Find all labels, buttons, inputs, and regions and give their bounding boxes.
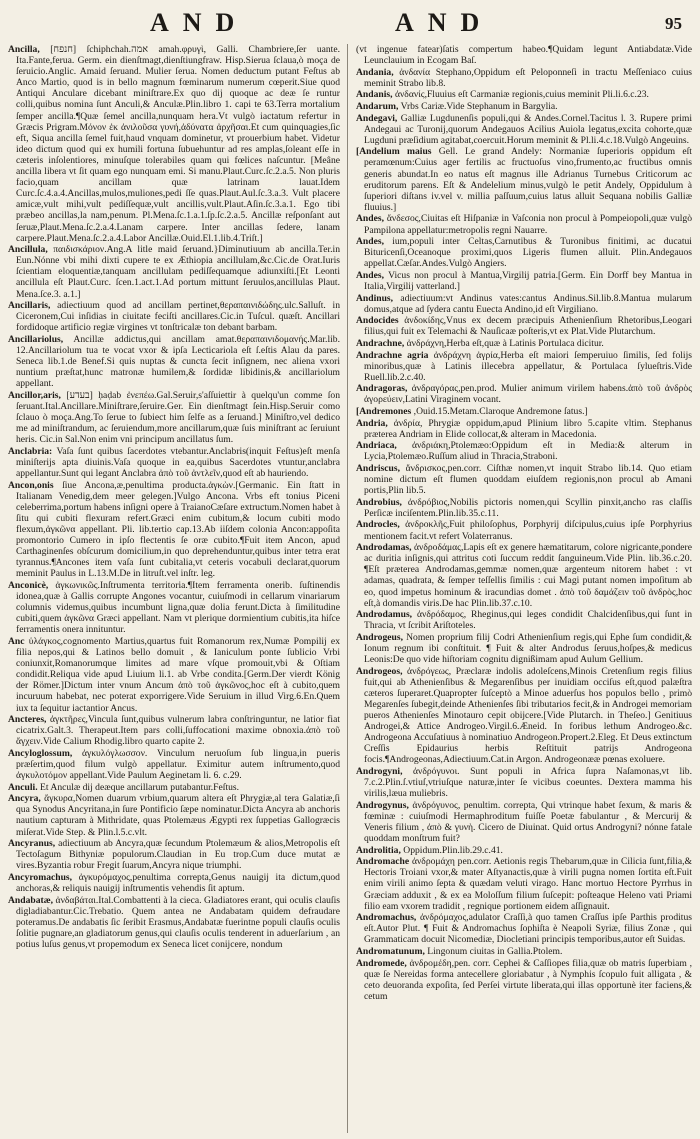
entry-text: Lingonum ciuitas in Gallia.Ptolem. (427, 946, 563, 957)
dictionary-entry (8, 714, 340, 747)
dictionary-entry (356, 497, 692, 519)
dictionary-entry (8, 334, 340, 389)
dictionary-entry (356, 632, 692, 665)
entry-text: adiectiuum ab Ancyra,quæ ſecundum Ptolemæum & alios,Metropolis eſt Tectoſagum Bithyniæ populorum.Claudian in Eu trop.Cum duce mutat æ vires.Byzantia robur Fregit ſuarum,Ancyra nique triumphi. (16, 838, 340, 872)
entry-headword: [Andelium maius (356, 146, 432, 158)
entry-text: ἀνδανία Stephano,Oppidum eſt Peloponneſi in tractu Meſſeniaco cuius meminit Strabo lib.8. (364, 66, 692, 89)
dictionary-entry (8, 446, 340, 479)
entry-headword: Ancteres, (8, 714, 47, 726)
dictionary-entry (8, 390, 340, 445)
dictionary-entry (356, 383, 692, 405)
entry-text: ἀνδρόγυνοι. Sunt populi in Africa ſupra Naſamonas,vt lib. 7.c.2.Plin.ſ.vtiuſ,vtriuſque naturæ,inter ſe vicibus coeuntes. Dextera mamma his virilis,læua muliebris. (364, 766, 692, 800)
entry-text: (vt ingenue fatear)ſatis compertum habeo.¶Quidam legunt Antiabdatæ.Vide Leunclauium in Ecogam Baſ. (356, 44, 692, 67)
entry-text: Galliæ Lugdunenſis populi,qui & Andes.Cornel.Tacitus l. 3. Ruperе primi Andegaui ac Turonij,quorum Andegauos Acilius Auiola legatus,excita cohorte,quæ Lugduni præſidium agitabat,coercuit.Horum meminit & Pl.li.4.c.18.Vulgò Angeuins. (364, 112, 692, 146)
entry-headword: Ancyromachus, (8, 871, 73, 883)
entry-headword: Ancon,onis (8, 479, 54, 491)
entry-text: ἀνδρόβιος,Nobilis pictoris nomen,qui Scyllin pinxit,ancho ras claſſis Perſicæ inciſentem.Plin.lib.35.c.11. (364, 496, 692, 519)
entry-headword: Androgynus, (356, 799, 409, 811)
entry-text: Oppidum.Plin.lib.29.c.41. (403, 844, 503, 856)
dictionary-entry (356, 338, 692, 349)
entry-headword: Androcles, (356, 519, 400, 531)
dictionary-entry (356, 946, 692, 957)
entry-headword: Androbius, (356, 496, 402, 508)
column-divider (347, 44, 348, 1133)
dictionary-entry (8, 636, 340, 714)
entry-headword: Andria, (356, 417, 388, 429)
entry-text: ἀνδριάκη,Ptolemæo:Oppidum eſt in Media:& alterum in Lycia,Ptolemæo.Ruſſum aliud in Thracia,Straboni. (364, 440, 692, 463)
entry-text: ſiue Ancona,æ,penultima producta.ἀγκὼν.[Germanic. Ein ſtatt in Italianam Venedig,dem meer gelegen.]Vulgo Ancona. Vrbs eft tonius Piceni celeberrima,portum habens inſigni opere à TraianoCæſare extructum.Nomen habet à ſitu qui cubiti flexuram refert.Græci enim cubitum,& locum cubiti modo flexum,ἀγκῶνα appellant. Pli. lib.tertio cap.13.Ab iiſdem colonia Ancon:appoſita promontorio Cumero in ipſo flectentis ſe oræ cubito.¶Fuit item Ancon, apud Carthaginenſes obſcurum domicilium,in quo deprehenduntur,quibus inter tetra erat tyrannus.¶Ancones item vaſa ſunt cubitalia,vt ceteris vocabuli declarat,quorum meminit Paulus in L.13.M.De in litruſt.vel inſtr. leg. (16, 479, 340, 580)
entry-headword: Ancyloglossum, (8, 747, 73, 759)
entry-headword: Ancilla, (8, 44, 40, 55)
entry-text: ἄγκυρα,Nomen duarum vrbium,quarum altera eſt Phrygiæ,al tera Galatiæ,ſi qua Synodus Ancyritana,in ſure Pontificio ſæpe nominatur.Dicta Ancyra ab anchoris nautium capturam à Mithridate, quas Ptolemæus Ægypti rex ſuppetias Gallogræcis miſerat.Vide Step. & Plin.l.5.c.vlt. (16, 793, 340, 838)
running-header (0, 8, 700, 42)
dictionary-entry (356, 440, 692, 462)
dictionary-entry (8, 44, 340, 244)
dictionary-entry (356, 958, 692, 1002)
header-left-title: AND (150, 8, 249, 37)
dictionary-entry (356, 542, 692, 609)
header-right-title: AND (395, 8, 494, 37)
entry-text: ἀνδράχνη ἀγρία,Herba eſt maiori ſemperuiuo ſimilis, ſed folijs minoribus,quæ à Latinis illecebra appellatur, & Portulaca ſylueſtris.Vide Ruell.lib.2.c.40. (364, 349, 692, 383)
entry-headword: Andromache (356, 856, 410, 868)
dictionary-entry (356, 418, 692, 440)
entry-text: adiectiuum quod ad ancillam pertinet,θεραπαινιδώδης.ulc.Salluſt. in Ciceronem,Cui inſidias in ciuitate feciſti ancillares.Cic.in Tuſcul. quæſt. Ancillari fordidoque artificio regiæ virgines vt tonſtricalæ ton debant barbam. (16, 300, 340, 334)
entry-headword: Andromachus, (356, 912, 417, 924)
entry-text: ἀγκτῆρες,Vincula ſunt,quibus vulnerum labra conſtringuntur, ne latior fiat cicatrix.Galt.3. Therapeut.Item pars colli,ſuffocationi maxime obnoxia.ἀπὸ τοῦ ἄγχειν.Vide Calium Rhodig.libro quarto capite 2. (16, 714, 340, 748)
entry-headword: Andinus, (356, 292, 394, 304)
entry-headword: Ancillor,aris, (8, 389, 61, 401)
entry-text: [חנפח] ſchiphchah.אמה amah.φρυγὶ, Galli. Chambriere,ſer uante. Ita.Fante,ferua. Germ. ein dienſtmagt,dienſtiungfraw. Hisp.Sierua ſclaua,ò moça de ſeruicio.Anglic. Amaid ſeruand. Mulier ſerua. Nomen deductum putant Feſtus ab Anco Martio, quod is in bello magnum fœminarum numerum cœperit.Siue quod Antiqui Anculare dicebant miniſtrare.Ex quo dij quoque ac deæ ſe runtur colli,quibus nomina ſunt Anculi,& Anculæ.Plin.libro 1. capi te 63.Terra mortalium ſemper ancilla.¶Quæ ſemel ancilla,nunquam hera.Vt vulgò iactatum refertur in Græcis Prigram.Μόνον ἐκ ἀνιλοῦσα γυνή,ἀδύνατα ἀρχῆσαι.Et cum quinquagies,ſic eft, Siqua ancilla ſemel fuit,haud vnquam dominetur, vt prouerbium habet. Videtur ideo dictum quod qui ex humili fortuna ſubuehuntur ad res amplas,ſoleant eſſe in cæteris inſolentiores, minuſque tolerabiles quam qui fœlices naſcuntur. [Meâne ancilla libera vt ſit quam ego nunquam emi. Si manu.Plaut.Curc.ſc.2.a.5. Non pluris facio,quam ancillam quæ latrinam lauat.Idem Curc.ſc.4.a.4.Ancillas,mulos,muliones,pedi ſſe quas.Plaut.Aul.ſc.3.a.3. Vult placere amicæ,vult mihi,vult pediſſequæ,vult ancillis,vult.Plaut.Aſin.ſc.3.a.1. Ego tibi præbeo ancillas,la nam,penum. Pl.Mena.ſc.1.a.1.ſp.ſc.2.a.5. Ancillæ reſponſant aut ſeruæ,Plaut.Mena.ſc.2.a.4.Lanam carpere. Inter ancillas ſedere, lanam carpere.Plaut.Mena.ſc.2.a.4.Labor Ancillæ.Ouid.El.1.lib.4.Triſt.] (16, 44, 340, 244)
dictionary-entry (356, 912, 692, 945)
dictionary-entry (356, 463, 692, 496)
entry-headword: Andromatunum, (356, 946, 425, 957)
entry-text: ium,populi inter Celtas,Carnutibus & Turonibus finitimi, ac ducatui Bituricenſi,Oceanoque proximi,quos Ligeris flumen alluit. Plin.Andegauos appellat.Cæſar.Andes.Vulgò Angiers. (364, 236, 692, 270)
dictionary-entry (356, 293, 692, 315)
entry-headword: Andarum, (356, 100, 399, 112)
entry-text: Ancillæ addictus,qui ancillam amat.θεραπαινιδομανής.Mar.lib. 12.Ancillariolum tua te vocat vxor & ipſa Lecticariola eſt ſ.eſtis Alau da pares. Seneca lib.1.de Benef.Si quis nuptas & cuncta ſecit inſignem, nec aliena vxori nuntium præſtat,hunc matronæ humilem,& ſordidæ libidinis,& ancillariolum appellant. (16, 333, 340, 390)
entry-headword: Andocides (356, 315, 399, 327)
entry-headword: Andriscus, (356, 462, 400, 474)
entry-headword: Ancillaris, (8, 300, 51, 312)
dictionary-entry (8, 782, 340, 793)
entry-headword: Andania, (356, 66, 394, 78)
entry-headword: Anclabria: (8, 445, 53, 457)
dictionary-entry (356, 236, 692, 269)
dictionary-entry (356, 609, 692, 631)
entry-text: ἀγκυλόγλωσσον. Vinculum neruoſum ſub lingua,in pueris præſertim,quod filum vulgò appellatur. Eximitur autem inſtrumento,quod ἀγκυλοτόμον appellant.Vide Paulum Aeginetam li. 6. c.29. (16, 747, 340, 782)
dictionary-entry (356, 406, 692, 417)
entry-headword: Andes, (356, 213, 384, 225)
entry-text: ἀνδρόγεως, Præclaræ indolis adoleſcens,Minois Cretenſium regis filius fuit,qui ab Athenienſibus & Megarenſibus per inuidiam occiſus eſt,quod palæſtra cæteros ſuperaret.Quapropter ſuſceptò a Minoe aduerſus hos populos bello , primò Megarenſes ſubegit,deinde Athenienſes ſibi tributarios fecit,& in Androgei memoriam pueros Athenienſes Minotauro cepit obijcere.[Vide Plutarch. in Theſeo.] Genitiuus Androgei,& Attice Androgeo.Virgil.6.Æneid. In foribus lethum Androgeo.&c. Androgeona Accuſatiuus à nominatiuo Androgeon.Propert.2.Eleg. Et Deus extinctum Creſſis Epidaurius herbis Reſtituit patrijs Androgeona focis.¶Androgeonas,Adiectiuum.Cat.in Argon. Androgeonææ pœnas exoluere. (364, 665, 692, 766)
dictionary-entry (356, 845, 692, 856)
entry-headword: Andes, (356, 269, 384, 281)
entry-headword: [Andremones (356, 406, 412, 417)
entry-headword: Anculi. (8, 781, 38, 793)
dictionary-entry (356, 101, 692, 112)
dictionary-entry (8, 748, 340, 781)
entry-text: ἀνδρόδαμος, Rheginus,qui leges condidit Chalcidenſibus,qui ſunt in Thracia, vt ſcribit Ariſtoteles. (364, 609, 692, 632)
entry-headword: Andragoras, (356, 383, 408, 395)
entry-headword: Andrachne agria (356, 349, 429, 361)
entry-text: ἀνδράχνη,Herba eſt,quæ à Latinis Portulaca dicitur. (406, 337, 604, 349)
dictionary-entry (356, 350, 692, 383)
entry-text: ὑλάγκος,cognomento Martius,quartus fuit Romanorum rex,Numæ Pompilij ex filia nepos,qui & Latinos bello domuit , & Ianiculum ponte ſublicio Vrbi coniunxit,Romanorumque limites ad mare vſque promouit,vbi & Oſtiam condidit.Reliqua vide apud Liuium li.1. ab Vrbe condita.[Germ.Der vierdt König der Römer.]Dictum inter vnum Ancum ἀπὸ τοῦ ἀγκῶνος,hoc eſt à cubito,quem incuruum habebat, nec poterat exporrigere.Vide Seruium in illud Virg.6.En.Quem iux ta ſequitur iactantior Ancus. (16, 635, 340, 714)
entry-headword: Androgeos, (356, 665, 403, 677)
dictionary-entry (356, 270, 692, 292)
dictionary-entry (8, 244, 340, 299)
entry-headword: Anc (8, 635, 25, 647)
entry-headword: Ancyra, (8, 793, 41, 805)
entry-text: ἀγκυρόμαχος,penultima correpta,Genus nauigij ita dictum,quod anchoras,& reliquis nauigij inſtrumentis vehendis ſit aptum. (16, 871, 340, 895)
entry-text: Vaſa ſunt quibus ſacerdotes vtebantur.Anclabris(inquit Feſtus)eſt menſa miniſterijs apta diuinis.Vaſa quoque in ea,quibus Sacerdotes vtuntur,anclabra appellantur.Sunt qui legant Anclabra ἀπὸ τοῦ ἀντλεῖν,quod eſt ab hauriendo. (16, 445, 340, 480)
entry-text: ἀνδρόγυνος, penultim. correpta, Qui vtrinque habet ſexum, & maris & fœminæ : cuiuſmodi Hermaphroditum fuiſſe Poetæ fabulantur , & Mercurij & Veneris filium , ἀπὸ & γυνὴ. Cicero de Diuinat. Quid ortus Androgyni? nónne fatale quoddam monſtrum fuit? (364, 799, 692, 845)
entry-text: ,Ouid.15.Metam.Claroque Andremone ſatus.] (413, 406, 588, 417)
left-column (8, 44, 340, 1133)
dictionary-entry (356, 800, 692, 844)
dictionary-entry (356, 146, 692, 213)
entry-text: Et Anculæ dij deæque ancillarum putabantur.Feſtus. (40, 781, 240, 793)
entry-text: ἀνδρομέδη,pen. corr. Cephei & Caſſiopes filia,quæ ob matris ſuperbiam , quæ ſe Nereidas forma antecellere gloriabatur , à Nymphis ſcopulo fuit alligata , & ceto deuoranda expoſita, ſed Perſei virtute liberata,qui illas opportunè iter faciens,& cetum (364, 957, 692, 1002)
dictionary-entry (356, 213, 692, 235)
dictionary-entry (356, 856, 692, 911)
entry-text: παιδισκάριον.Ang.A litle maid ſeruand.}Diminutiuum ab ancilla.Ter.in Eun.Nónne vbi mihi dixti cupere te ex Æthiopia ancillulam,&c.Cic.de Orat.Iuris ſcientiam eloquentiæ,tanquam ancillulam pediſſequamque adiunxiſti.[Et Leonti ancillula eſt Plaut.Curc. ſcen.1.act.1.Ad portum mittunt ſeruulos,ancillulas Plaut. Mena.ſce.3. a.1.] (16, 244, 340, 300)
entry-text: ἄνδεσος,Ciuitas eſt Hiſpaniæ in Vaſconia non procul à Pompeiopoli,quæ vulgò Pampilona appellatur:metropolis regni Nauarre. (364, 213, 692, 236)
entry-headword: Andromede, (356, 957, 407, 969)
entry-text: [בעדע] ḥaḍab ἐνεπέω.Gal.Seruir,s'aſſuiettir à quelqu'un comme ſon ſeruant.Ital.Ancillare.Miniſtrare,ſeruire.Ger. Ein dienſtmagt ſein.Hisp.Seruir como ſclauo ò moça.Ang.To ſerue to ſubiect him ſelfe as a ſeruand.] Miniſtro,vel dedico me ad miniſtrandum, ac ſeruiendum,more ancillarum,quæ ſuis miniſtrant ac ſeruiunt heris. Cic.in Sal.Non enim vni principum ancillatus ſum. (16, 389, 340, 446)
entry-headword: Andriaca, (356, 440, 397, 452)
entry-headword: Anconicè, (8, 580, 49, 591)
entry-text: ἀνδρομάχη pen.corr. Aetionis regis Thebarum,quæ in Cilicia ſunt,filia,& Hectoris Troiani vxor,& mater Aſtyanactis,quæ à virili pugna nomen ſortita eſt.Fuit enim virili animo ſepta & quædam veluti virago. Hanc mortuo Hectore Pyrrhus in Græciam adduxit , & ex ea Moloſſum filium ſuſcepit: poſteaque Heleno vati Priami filio eam vxorem tradidit , regnique portionem eidem aſſignauit. (364, 856, 692, 912)
dictionary-entry (8, 838, 340, 871)
dictionary-entry (8, 580, 340, 635)
right-column (356, 44, 692, 1133)
dictionary-entry (356, 315, 692, 337)
dictionary-entry (8, 793, 340, 837)
dictionary-entry (8, 872, 340, 894)
entry-headword: Andrachne, (356, 337, 405, 349)
dictionary-entry (356, 766, 692, 799)
entry-text: Gell. Le grand Andely: Normaniæ ſuperioris oppidum eſt peramœnum:Cuius ager fertilis ac fructuoſus vino,frumento,ac fructibus omnis generis abundat.In eo natus eſt magnus ille Adrianus Turnebus Criticorum ac eruditorum parens. Eſt & Andelelium minus,vulgò le petit Andely, Oppidulum à ſuperiori diſtans iv.vel v. millia paſſuum,cuius latus alluit Sequana nobilis Galliæ fluuius.] (364, 146, 692, 213)
entry-text: adiectiuum:vt Andinus vates:cantus Andinus.Sil.lib.8.Mantua mularum domus,atque ad ſydera cantu Euecta Andino,id eſt Virgiliano. (364, 292, 692, 315)
entry-headword: Androdamas, (356, 542, 412, 554)
dictionary-entry (8, 300, 340, 333)
entry-headword: Androdamus, (356, 609, 413, 621)
entry-headword: Androlitia, (356, 844, 401, 856)
entry-headword: Andanis, (356, 89, 393, 101)
dictionary-entry (356, 666, 692, 766)
dictionary-entry (356, 44, 692, 66)
entry-text: ἀγκωνικῶς.Inſtrumenta territoria.¶Item ferramenta onerib. ſuſtinendis idonea,quæ à Gallis corrupte Angones vocantur, cuiuſmodi in cellarum vinariarum columnis videmus,quibus incumbunt ligna,quæ dolia ferunt.Dicta à ſimilitudine cubiti,quem ἀγκῶνα Græci appellant. Nam vt plerique dormientium cubitis,ita hiſce ferramentis onera innituntur. (16, 580, 340, 636)
entry-text: Vrbs Cariæ.Vide Stephanum in Bargylia. (400, 100, 558, 112)
entry-text: ἄνδρισκος,pen.corr. Ciſthæ nomen,vt inquit Strabo lib.14. Quo etiam nomine dictum eſt flumen quoddam eiuſdem regionis,non procul ab Amani portis,Plin lib.5. (364, 462, 692, 497)
entry-text: ἀνδαβάται.Ital.Combattenti à la cieca. Gladiatores erant, qui oculis clauſis digladiabantur.Cic.Trebatio. Quem antea ne Andabatam quidem defraudare poteramus.De andabatis ſic ſeribit Erasmus,Andabatæ fuerintne populi clauſis oculis ſolitie pugnare,an gladiatorum genus,qui clauſis oculis tenderent in aduerſarium , an potius luſus genus,vt propemodum ex Seneca licet conijcere, nondum (16, 894, 340, 950)
entry-text: ἀνδρόμαχος,adulator Craſſi,à quo tamen Craſſus ipſe Parthis proditus eſt.Autor Plut. ¶ Fuit & Andromachus ſophiſta è Neapoli Syriæ, filius Zonæ , qui Grammaticam docuit Nicomediæ, Diocletiani principis temporibus,autor eſt Suidas. (364, 912, 692, 946)
dictionary-entry (8, 895, 340, 950)
entry-headword: Ancillariolus, (8, 333, 64, 345)
entry-text: Vicus non procul à Mantua,Virgilij patria.[Germ. Ein Dorff bey Mantua in Italia,Virgilij vatterland.] (364, 269, 692, 292)
entry-text: Nomen proprium filij Codri Athenienſium regis,qui Ephe ſum condidit,& Ionum regnum ibi conſtituit. ¶ Fuit & alter Androdus ſeruus,hoſpes,& medicus Leonis:De quo vide hiſtoriam cognitu dignißimam apud Aulum Gellium. (364, 631, 692, 666)
entry-text: ἀνδραγόρας,pen.prod. Mulier animum virilem habens.ἀπὸ τοῦ ἀνδρὸς ἀγορεύειν,Latini Viraginem vocant. (364, 383, 692, 406)
entry-text: ἀνδροδάμας,Lapis eſt ex genere hæmatitarum, colore nigricante,pondere ac duritia inſignis,qui attritus coti ſuccum reddit ſanguineum.Vide Plin. lib.36.c.20. ¶Eſt præterea Androdamas,gemmæ nomen,quæ argenteum nitorem habet : vt adamas, quadrata, & ſemper teſſellis ſimilis : cui Magi putant nomen impoſitum ab eo, quod impetus hominum & iracundias domet . ἀπὸ τοῦ δαμάζειν τοῦ ἀνδρὸς,hoc eſt,à domandis viris.De hac Plin.lib.37.c.10. (364, 542, 692, 609)
page-number: 95 (665, 14, 682, 33)
dictionary-entry (356, 89, 692, 100)
dictionary-entry (356, 519, 692, 541)
dictionary-entry (356, 67, 692, 89)
entry-headword: Androgyni, (356, 766, 403, 777)
entry-text: ἀνδρία, Phrygiæ oppidum,apud Plinium libro 5.capite vltim. Stephanus præterea Andriam in Elide collocat,& alteram in Macedonia. (364, 417, 692, 440)
dictionary-entry (356, 113, 692, 146)
entry-text: ἀνδροκλῆς,Fuit philoſophus, Porphyrij diſcipulus,cuius ipſe Porphyrius mentionem facit.vt refert Volaterranus. (364, 519, 692, 542)
entry-headword: Andabatæ, (8, 894, 54, 906)
entry-headword: Androgeus, (356, 631, 404, 643)
entry-headword: Ancyranus, (8, 838, 56, 850)
entry-headword: Ancillula, (8, 244, 48, 256)
entry-text: ἀνδανίς,Fluuius eſt Carmaniæ regionis,cuius meminit Pli.li.6.c.23. (394, 89, 649, 101)
dictionary-entry (8, 480, 340, 580)
entry-headword: Andes, (356, 236, 384, 248)
entry-text: ἀνδοκίδης,Vnus ex decem præcipuis Athenienſium Rhetoribus,Leogari filius,qui fuit ex Telemachi & Nauſicaæ poſteris,vt ex Plat.Vide Plutarchum. (364, 315, 692, 338)
entry-headword: Andegavi, (356, 112, 398, 124)
